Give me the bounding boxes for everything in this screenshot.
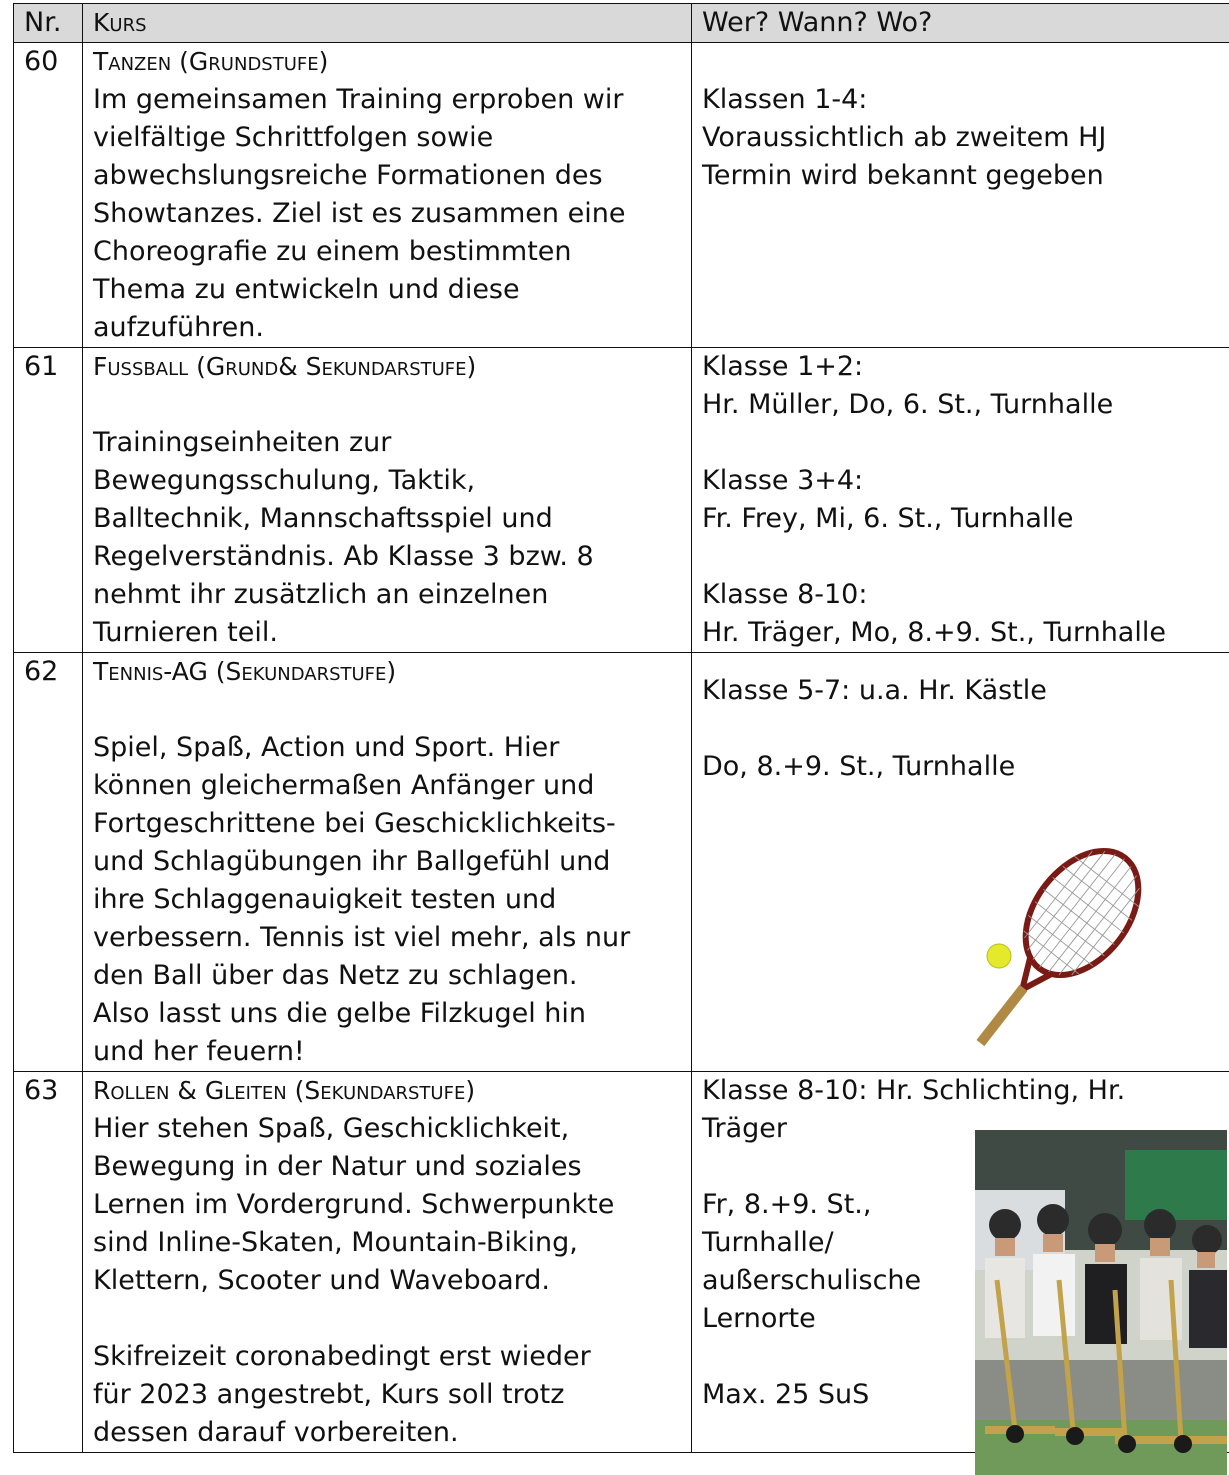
info-cell <box>692 1072 1229 1453</box>
course-desc-line: aufzuführen. <box>93 309 684 347</box>
info-line: Fr, 8.+9. St., <box>702 1186 1222 1224</box>
course-desc-line: Showtanzes. Ziel ist es zusammen eine <box>93 195 684 233</box>
course-desc-line: und her feuern! <box>93 1033 684 1071</box>
course-table <box>13 3 1229 1453</box>
course-desc-line: und Schlagübungen ihr Ballgefühl und <box>93 843 684 881</box>
spacer <box>702 538 1222 576</box>
info-line: Lernorte <box>702 1300 1222 1338</box>
table-row <box>14 653 1229 1072</box>
course-cell <box>83 1072 692 1453</box>
table-row <box>14 348 1229 653</box>
course-cell <box>83 43 692 348</box>
header-info: Wer? Wann? Wo? <box>692 4 1229 43</box>
info-line: Träger <box>702 1110 1222 1148</box>
spacer <box>702 43 1222 81</box>
course-number: 62 <box>14 653 83 1072</box>
course-cell <box>83 348 692 653</box>
info-line: Do, 8.+9. St., Turnhalle <box>702 748 1222 786</box>
course-desc-line: Hier stehen Spaß, Geschicklichkeit, <box>93 1110 684 1148</box>
course-desc-line: vielfältige Schrittfolgen sowie <box>93 119 684 157</box>
course-desc-line: sind Inline-Skaten, Mountain-Biking, <box>93 1224 684 1262</box>
info-cell <box>692 348 1229 653</box>
spacer <box>702 424 1222 462</box>
info-line: Hr. Träger, Mo, 8.+9. St., Turnhalle <box>702 614 1222 652</box>
header-kurs <box>83 4 692 43</box>
course-desc-line: Bewegungsschulung, Taktik, <box>93 462 684 500</box>
spacer <box>702 653 1222 672</box>
course-title: Tanzen (Grundstufe) <box>93 43 684 81</box>
info-line: Klasse 1+2: <box>702 348 1222 386</box>
course-number: 61 <box>14 348 83 653</box>
info-line: Turnhalle/ <box>702 1224 1222 1262</box>
info-line: Hr. Müller, Do, 6. St., Turnhalle <box>702 386 1222 424</box>
course-number: 60 <box>14 43 83 348</box>
course-desc-line: Regelverständnis. Ab Klasse 3 bzw. 8 <box>93 538 684 576</box>
course-title: Rollen & Gleiten (Sekundarstufe) <box>93 1072 684 1110</box>
course-desc-line: verbessern. Tennis ist viel mehr, als nur <box>93 919 684 957</box>
info-line: Max. 25 SuS <box>702 1376 1222 1414</box>
scooter-photo-illustration <box>975 1130 1227 1475</box>
course-desc-line: Balltechnik, Mannschaftsspiel und <box>93 500 684 538</box>
course-title: Fußball (Grund& Sekundarstufe) <box>93 348 684 386</box>
course-desc-line: ihre Schlaggenauigkeit testen und <box>93 881 684 919</box>
course-desc-line: Im gemeinsamen Training erproben wir <box>93 81 684 119</box>
scooter-group-photo <box>975 1130 1227 1475</box>
course-desc-line: Trainingseinheiten zur <box>93 424 684 462</box>
header-row <box>14 4 1229 43</box>
course-desc-line: Lernen im Vordergrund. Schwerpunkte <box>93 1186 684 1224</box>
course-desc-line: den Ball über das Netz zu schlagen. <box>93 957 684 995</box>
course-desc-line: Fortgeschrittene bei Geschicklichkeits- <box>93 805 684 843</box>
spacer <box>702 710 1222 748</box>
course-number: 63 <box>14 1072 83 1453</box>
info-line: Klasse 8-10: <box>702 576 1222 614</box>
info-line: Klasse 3+4: <box>702 462 1222 500</box>
header-kurs-label: Kurs <box>93 8 147 37</box>
course-desc-line: Choreografie zu einem bestimmten <box>93 233 684 271</box>
info-cell <box>692 653 1229 1072</box>
course-desc-line: Also lasst uns die gelbe Filzkugel hin <box>93 995 684 1033</box>
info-line: Voraussichtlich ab zweitem HJ <box>702 119 1222 157</box>
spacer <box>93 386 684 424</box>
course-desc-line: nehmt ihr zusätzlich an einzelnen <box>93 576 684 614</box>
course-desc-line: abwechslungsreiche Formationen des <box>93 157 684 195</box>
info-line: Klasse 8-10: Hr. Schlichting, Hr. <box>702 1072 1222 1110</box>
course-cell <box>83 653 692 1072</box>
info-line: Klassen 1-4: <box>702 81 1222 119</box>
course-desc-line: dessen darauf vorbereiten. <box>93 1414 684 1452</box>
course-desc-line: Spiel, Spaß, Action und Sport. Hier <box>93 729 684 767</box>
course-title: Tennis-AG (Sekundarstufe) <box>93 653 684 691</box>
info-line: Fr. Frey, Mi, 6. St., Turnhalle <box>702 500 1222 538</box>
info-line: Termin wird bekannt gegeben <box>702 157 1222 195</box>
course-desc-line: Thema zu entwickeln und diese <box>93 271 684 309</box>
spacer <box>93 1300 684 1338</box>
header-nr: Nr. <box>14 4 83 43</box>
info-cell <box>692 43 1229 348</box>
tennis-racket-image <box>957 838 1157 1063</box>
course-desc-line: für 2023 angestrebt, Kurs soll trotz <box>93 1376 684 1414</box>
course-desc-line: Klettern, Scooter und Waveboard. <box>93 1262 684 1300</box>
course-desc-line: Skifreizeit coronabedingt erst wieder <box>93 1338 684 1376</box>
course-desc-line: können gleichermaßen Anfänger und <box>93 767 684 805</box>
course-desc-line: Bewegung in der Natur und soziales <box>93 1148 684 1186</box>
info-line: außerschulische <box>702 1262 1222 1300</box>
table-row <box>14 43 1229 348</box>
info-line: Klasse 5-7: u.a. Hr. Kästle <box>702 672 1222 710</box>
spacer <box>93 691 684 729</box>
course-desc-line: Turnieren teil. <box>93 614 684 652</box>
table-row <box>14 1072 1229 1453</box>
